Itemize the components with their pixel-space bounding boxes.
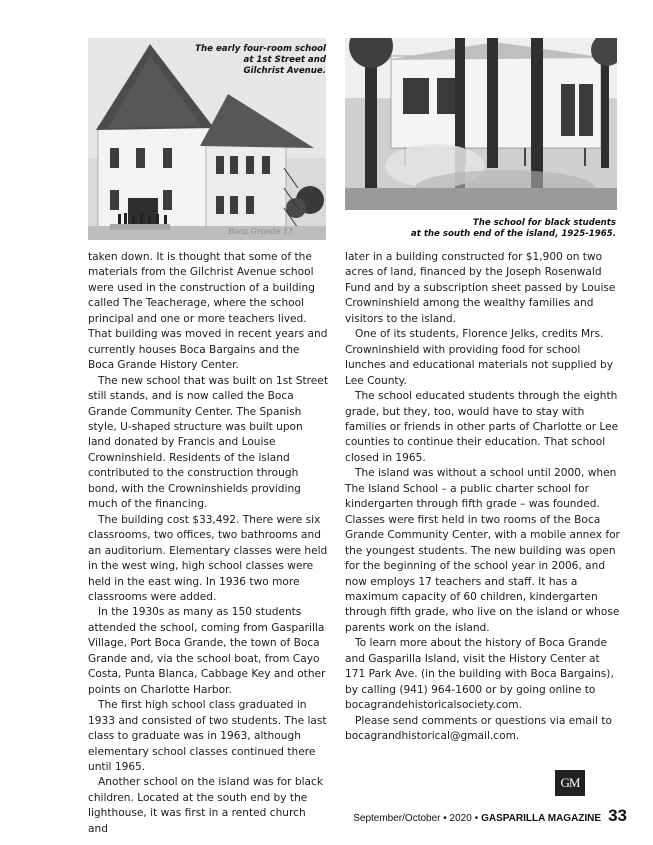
paragraph: later in a building constructed for $1,900 on two acres of land, financed by the Joseph Rosenwald Fund and by a subscription sheet passed by Louise Crowninshield among the wealthy families and visitors to the island. bbox=[345, 251, 616, 325]
paragraph: To learn more about the history of Boca Grande and Gasparilla Island, visit the History Center at 171 Park Ave. (in the building with Boca Bargains), by calling (941) 964-1600 or by going online to bocagrandehistoricalsociety.com. bbox=[345, 637, 614, 712]
photo-watermark: Boca Grande 1? bbox=[228, 227, 293, 236]
photo-left-caption: The early four-room school at 1st Street and Gilchrist Avenue. bbox=[195, 44, 326, 76]
page-footer bbox=[353, 806, 627, 826]
paragraph: taken down. It is thought that some of the materials from the Gilchrist Avenue school were used in the construction of a building called The Teacherage, where the school principal and one or more teachers lived. That building was moved in recent years and currently houses Boca Bargains and the Boca Grande History Center. bbox=[88, 251, 328, 372]
photo-black-students-school bbox=[345, 38, 617, 210]
gm-end-mark-logo: GM bbox=[555, 770, 585, 796]
paragraph: The new school that was built on 1st Street still stands, and is now called the Boca Grande Community Center. The Spanish style, U-shaped structure was built upon land donated by Francis and Louise Crowninshield. Residents of the island contributed to the construction through bond, with the Crowninshields providing much of the financing. bbox=[88, 374, 328, 511]
article-left-column bbox=[88, 250, 328, 837]
paragraph: Please send comments or questions via email to bocagrandhistorical@gmail.com. bbox=[345, 714, 612, 743]
footer-magazine-name: GASPARILLA MAGAZINE bbox=[481, 813, 602, 824]
paragraph: The island was without a school until 2000, when The Island School – a public charter school for kindergarten through fifth grade – was founded. Classes were first held in two rooms of the Boca Grande Community Center, with a mobile annex for the youngest students. The new building was open for the beginning of the school year in 2006, and now employs 17 teachers and staff. It has a maximum capacity of 60 children, kindergarten through fifth grade, who live on the island or whose parents work on the island. bbox=[345, 467, 620, 634]
paragraph: Another school on the island was for black children. Located at the south end by the lighthouse, it was first in a rented church and bbox=[88, 776, 323, 835]
black-students-school-illustration bbox=[345, 38, 617, 210]
photo-right-caption: The school for black students at the south end of the island, 1925-1965. bbox=[410, 218, 616, 239]
article-right-column bbox=[345, 250, 620, 745]
paragraph: The school educated students through the eighth grade, but they, too, would have to stay with families or friends in other parts of Charlotte or Lee counties to continue their education. That school closed in 1965. bbox=[345, 390, 619, 464]
paragraph: One of its students, Florence Jelks, credits Mrs. Crowninshield with providing food for school lunches and educational materials not supplied by Lee County. bbox=[345, 328, 613, 387]
paragraph: In the 1930s as many as 150 students attended the school, coming from Gasparilla Village, Port Boca Grande, the town of Boca Grande and, via the school boat, from Cayo Costa, Punta Blanca, Cabbage Key and other points on Charlotte Harbor. bbox=[88, 606, 326, 696]
page-number: 33 bbox=[608, 806, 627, 825]
paragraph: The building cost $33,492. There were six classrooms, two offices, two bathrooms and an auditorium. Elementary classes were held in the west wing, high school classes were held in the east wing. In 1936 two more classrooms were added. bbox=[88, 513, 328, 603]
footer-issue: September/October • 2020 • bbox=[353, 813, 479, 824]
paragraph: The first high school class graduated in 1933 and consisted of two students. The last class to graduate was in 1963, although elementary school classes continued there until 1965. bbox=[88, 699, 327, 773]
